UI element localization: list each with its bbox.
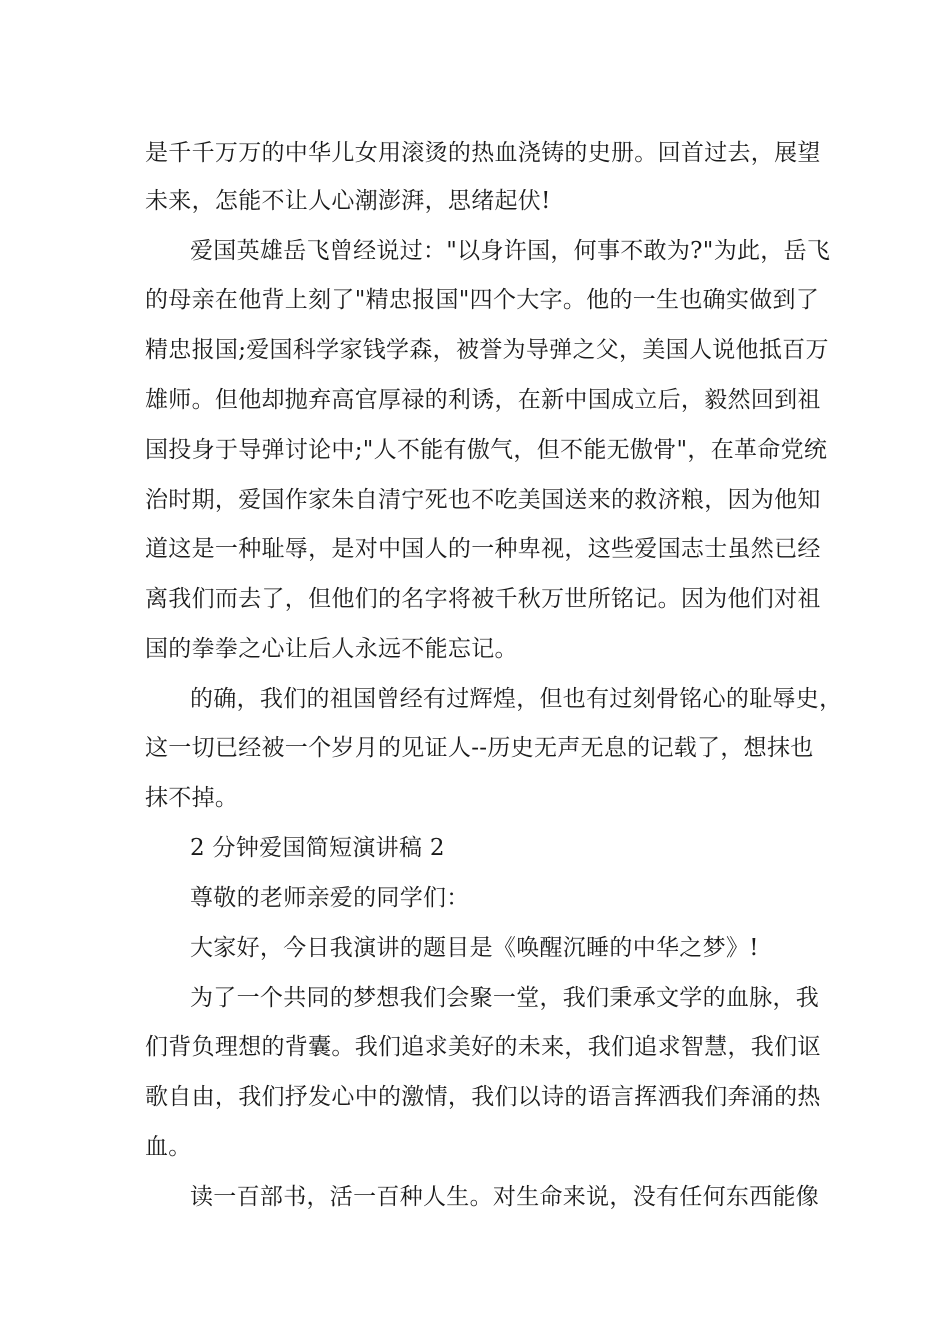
- text-line: 是千千万万的中华儿女用滚烫的热血浇铸的史册。回首过去，展望: [145, 140, 821, 166]
- text-line: 读一百部书，活一百种人生。对生命来说，没有任何东西能像: [190, 1184, 820, 1210]
- text-line: 血。: [145, 1134, 192, 1160]
- text-line: 为了一个共同的梦想我们会聚一堂，我们秉承文学的血脉，我: [190, 985, 820, 1011]
- text-line: 精忠报国;爱国科学家钱学森，被誉为导弹之父，美国人说他抵百万: [145, 337, 829, 363]
- text-line: 国的拳拳之心让后人永远不能忘记。: [145, 636, 518, 662]
- text-line: 抹不掉。: [145, 785, 239, 811]
- text-line: 治时期，爱国作家朱自清宁死也不吃美国送来的救济粮，因为他知: [145, 487, 821, 513]
- text-line: 爱国英雄岳飞曾经说过："以身许国，何事不敢为?"为此，岳飞: [190, 238, 831, 264]
- text-line: 的母亲在他背上刻了"精忠报国"四个大字。他的一生也确实做到了: [145, 287, 820, 313]
- text-line: 们背负理想的背囊。我们追求美好的未来，我们追求智慧，我们讴: [145, 1034, 821, 1060]
- text-line: 的确，我们的祖国曾经有过辉煌，但也有过刻骨铭心的耻辱史，: [190, 686, 843, 712]
- text-line: 歌自由，我们抒发心中的激情，我们以诗的语言挥洒我们奔涌的热: [145, 1084, 821, 1110]
- text-line: 雄师。但他却抛弃高官厚禄的利诱，在新中国成立后，毅然回到祖: [145, 387, 821, 413]
- text-line: 离我们而去了，但他们的名字将被千秋万世所铭记。因为他们对祖: [145, 586, 821, 612]
- text-line: 这一切已经被一个岁月的见证人--历史无声无息的记载了，想抹也: [145, 735, 814, 761]
- section-title: 2 分钟爱国简短演讲稿 2: [190, 835, 445, 861]
- text-line: 未来，怎能不让人心潮澎湃，思绪起伏!: [145, 188, 551, 214]
- text-line: 道这是一种耻辱，是对中国人的一种卑视，这些爱国志士虽然已经: [145, 536, 821, 562]
- text-line: 国投身于导弹讨论中;"人不能有傲气，但不能无傲骨"，在革命党统: [145, 437, 828, 463]
- salutation: 尊敬的老师亲爱的同学们：: [190, 885, 470, 911]
- text-line: 大家好，今日我演讲的题目是《唤醒沉睡的中华之梦》!: [190, 935, 759, 961]
